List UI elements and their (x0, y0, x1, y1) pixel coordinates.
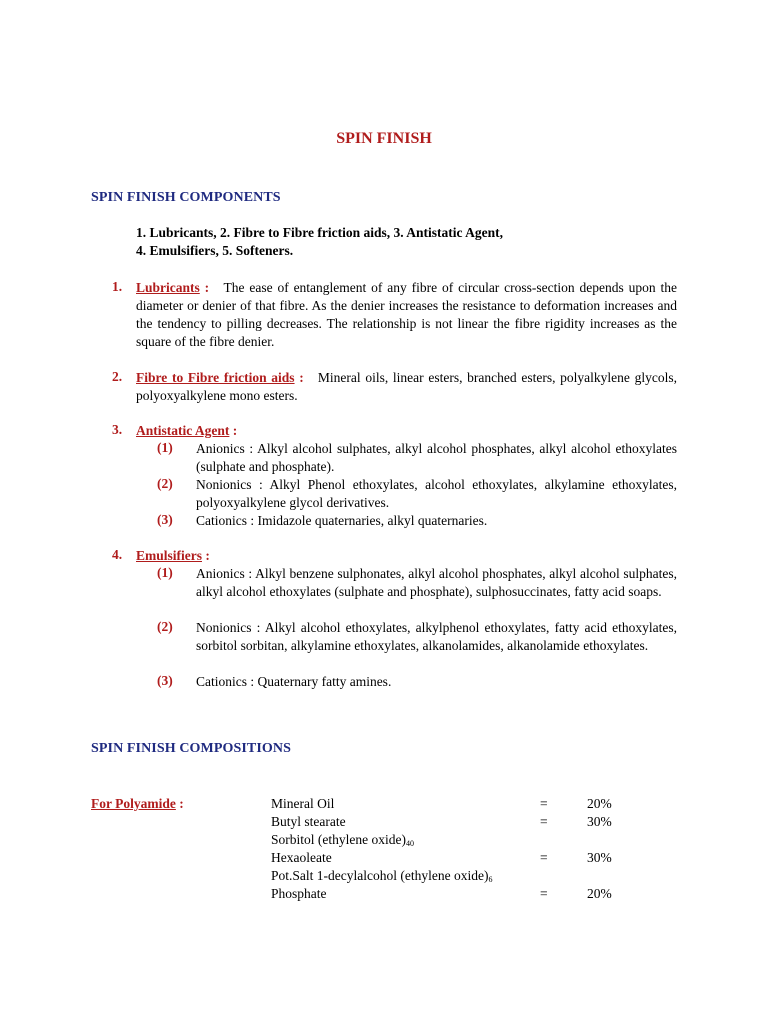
component-list-line-2: 4. Emulsifiers, 5. Softeners. (136, 243, 294, 258)
section-4-item-1-text: Anionics : Alkyl benzene sulphonates, alkyl alcohol phosphates, alkyl alcohol sulphates, alkyl alcohol ethoxylates (sulphate and phosphate), sulphosuccinates, fatty acid soaps. (196, 566, 677, 599)
section-3-term: Antistatic Agent (136, 423, 230, 438)
composition-row-6-equals: = (540, 886, 548, 901)
section-1-term: Lubricants (136, 280, 200, 295)
composition-row-2-equals: = (540, 814, 548, 829)
section-3-item-2-text: Nonionics : Alkyl Phenol ethoxylates, alcohol ethoxylates, alkylamine ethoxylates, polyoxyalkylene glycol derivatives. (196, 477, 677, 510)
section-2-text: Mineral oils, linear esters, branched esters, polyalkylene glycols, polyoxyalkylene mono esters. (136, 370, 677, 403)
composition-row-2-percent: 30% (587, 814, 612, 829)
section-4-item-2-text: Nonionics : Alkyl alcohol ethoxylates, alkylphenol ethoxylates, fatty acid ethoxylates, sorbitol sorbitan, alkylamine ethoxylates, alkanolamides, alkanolamide ethoxylates. (196, 620, 677, 653)
composition-row-4-name: Hexaoleate (271, 850, 332, 865)
section-3-item-2-number: (2) (157, 476, 173, 491)
composition-row-5-name: Pot.Salt 1-decylalcohol (ethylene oxide) (271, 868, 489, 883)
section-1-number: 1. (112, 279, 123, 294)
composition-row-1-name: Mineral Oil (271, 796, 335, 811)
composition-row-3-subscript: 40 (405, 839, 414, 848)
section-3-item-1-text: Anionics : Alkyl alcohol sulphates, alkyl alcohol phosphates, alkyl alcohol ethoxylates (sulphate and phosphate). (196, 441, 677, 474)
composition-row-6-name: Phosphate (271, 886, 327, 901)
section-4-item-1-number: (1) (157, 565, 173, 580)
section-4-number: 4. (112, 547, 123, 562)
composition-label (91, 796, 184, 812)
composition-label-colon: : (175, 796, 184, 811)
section-3-item-3-number: (3) (157, 512, 173, 527)
section-4-item-2-number: (2) (157, 619, 173, 634)
section-3-colon: : (229, 423, 238, 438)
composition-row-6-percent: 20% (587, 886, 612, 901)
section-4-term: Emulsifiers (136, 548, 202, 563)
composition-row-4-percent: 30% (587, 850, 612, 865)
composition-row-1-equals: = (540, 796, 548, 811)
composition-row-3-name: Sorbitol (ethylene oxide) (271, 832, 406, 847)
section-2-paragraph (136, 369, 677, 405)
page-title: SPIN FINISH (336, 130, 432, 147)
component-list-line-1: 1. Lubricants, 2. Fibre to Fibre friction aids, 3. Antistatic Agent, (136, 225, 503, 240)
section-3-item-3-text: Cationics : Imidazole quaternaries, alkyl quaternaries. (196, 513, 488, 528)
composition-row-1-percent: 20% (587, 796, 612, 811)
composition-label-text: For Polyamide (91, 796, 176, 811)
section-1-colon: : (199, 280, 210, 295)
section-3-heading (136, 422, 677, 440)
components-heading: SPIN FINISH COMPONENTS (91, 190, 281, 205)
compositions-heading: SPIN FINISH COMPOSITIONS (91, 741, 291, 756)
section-3-item-1-number: (1) (157, 440, 173, 455)
composition-row-4-equals: = (540, 850, 548, 865)
section-2-term: Fibre to Fibre friction aids (136, 370, 295, 385)
section-2-number: 2. (112, 369, 123, 384)
section-4-item-3-text: Cationics : Quaternary fatty amines. (196, 674, 392, 689)
composition-row-3 (271, 832, 414, 848)
section-2-colon: : (294, 370, 304, 385)
section-3-number: 3. (112, 422, 123, 437)
section-1-text: The ease of entanglement of any fibre of circular cross-section depends upon the diameter or denier of that fibre. As the denier increases the resistance to deformation increases and the tendency to pilling decreases. The relationship is not linear the fibre rigidity increases as the square of the fibre denier. (136, 280, 677, 349)
section-4-heading (136, 547, 677, 565)
section-4-colon: : (202, 548, 210, 563)
composition-row-2-name: Butyl stearate (271, 814, 346, 829)
composition-row-5-subscript: 6 (488, 875, 493, 884)
composition-row-5 (271, 868, 492, 884)
section-4-item-3-number: (3) (157, 673, 173, 688)
section-1-paragraph (136, 279, 677, 351)
